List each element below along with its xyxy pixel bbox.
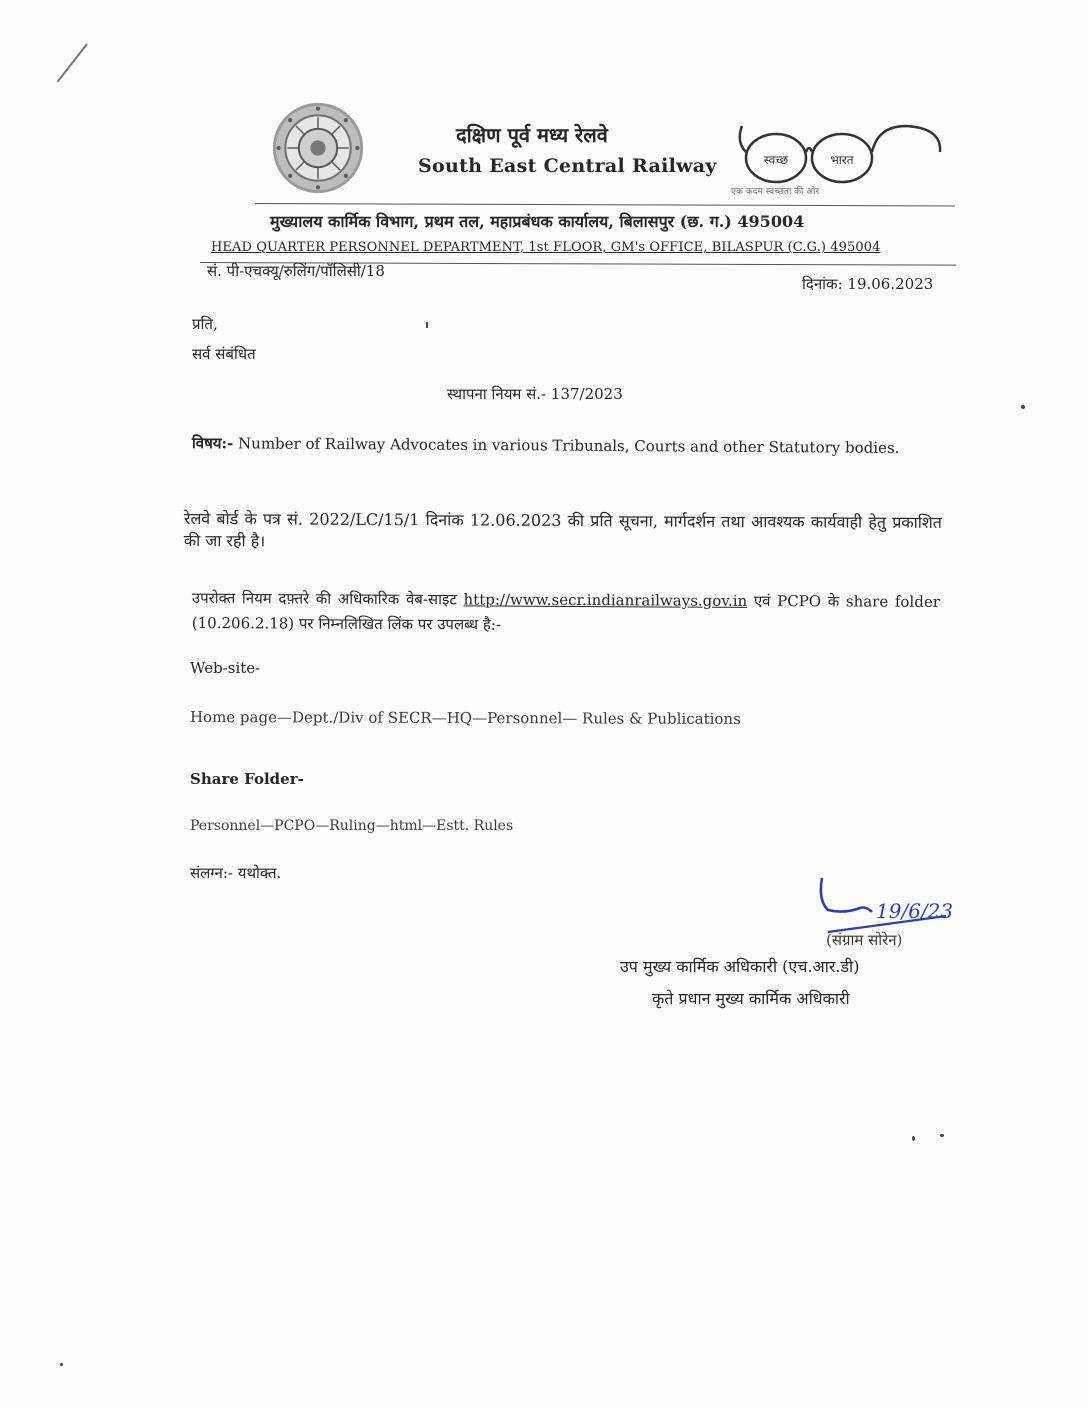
para2-text-before-link: उपरोक्त नियम दफ़्तरे की अधिकारिक वेब-साइट — [191, 588, 457, 609]
scan-speck — [912, 1136, 915, 1141]
railway-seal-emblem — [270, 100, 366, 196]
swachh-left-text: स्वच्छ — [763, 153, 789, 167]
subject-text: Number of Railway Advocates in various Tribunals, Courts and other Statutory bodies. — [237, 434, 900, 457]
body-paragraph-2 — [192, 586, 940, 640]
address-hindi: मुख्यालय कार्मिक विभाग, प्रथम तल, महाप्रबंधक कार्यालय, बिलासपुर (छ. ग.) 495004 — [270, 212, 805, 231]
subject-label: विषय:- — [191, 433, 234, 453]
scan-speck — [940, 1134, 944, 1137]
letter-date: दिनांक: 19.06.2023 — [802, 275, 934, 293]
website-link[interactable]: http://www.secr.indianrailways.gov.in — [463, 590, 748, 610]
reference-number: सं. पी-एचक्यू/रुलिंग/पॉलिसी/18 — [207, 262, 385, 280]
share-folder-path: Personnel—PCPO—Ruling—html—Estt. Rules — [190, 818, 514, 834]
addressee-recipients: सर्व संबंधित — [192, 345, 256, 363]
website-navigation-path: Home page—Dept./Div of SECR—HQ—Personnel— Rules & Publications — [189, 708, 741, 728]
handwritten-signature — [814, 872, 964, 936]
subject-block — [192, 432, 944, 459]
address-english: HEAD QUARTER PERSONNEL DEPARTMENT, 1st FLOOR, GM's OFFICE, BILASPUR (C.G.) 495004 — [211, 240, 881, 255]
swachh-right-text: भारत — [830, 153, 854, 167]
signer-designation-behalf: कृते प्रधान मुख्य कार्मिक अधिकारी — [652, 989, 850, 1008]
organization-name-english: South East Central Railway — [418, 155, 717, 177]
signer-name: (संग्राम सोरेन) — [826, 931, 903, 949]
scan-speck — [1021, 405, 1025, 409]
scan-speck — [426, 322, 428, 328]
enclosure-note: संलग्न:- यथोक्त. — [190, 864, 282, 882]
signature-initials-date: 19/6/23 — [876, 899, 954, 923]
addressee-to: प्रति, — [192, 315, 218, 333]
organization-name-hindi: दक्षिण पूर्व मध्य रेलवे — [456, 123, 608, 147]
para2-text-after-link: एवं PCPO के share folder (10.206.2.18) पर निम्नलिखित लिंक पर उपलब्ध है:- — [191, 591, 940, 634]
header-divider — [255, 203, 955, 206]
body-paragraph-1: रेलवे बोर्ड के पत्र सं. 2022/LC/15/1 दिनांक 12.06.2023 की प्रति सूचना, मार्गदर्शन तथा आवश्यक कार्यवाही हेतु प्रकाशित की जा रही है। — [183, 509, 942, 551]
signer-designation: उप मुख्य कार्मिक अधिकारी (एच.आर.डी) — [620, 957, 860, 976]
swachh-tagline: एक कदम स्वच्छता की ओर — [731, 187, 820, 197]
website-heading: Web-site- — [190, 659, 261, 677]
scan-mark — [57, 43, 88, 82]
establishment-rule-number: स्थापना नियम सं.- 137/2023 — [447, 385, 623, 403]
share-folder-heading: Share Folder- — [190, 770, 304, 788]
scan-speck — [60, 1363, 63, 1366]
